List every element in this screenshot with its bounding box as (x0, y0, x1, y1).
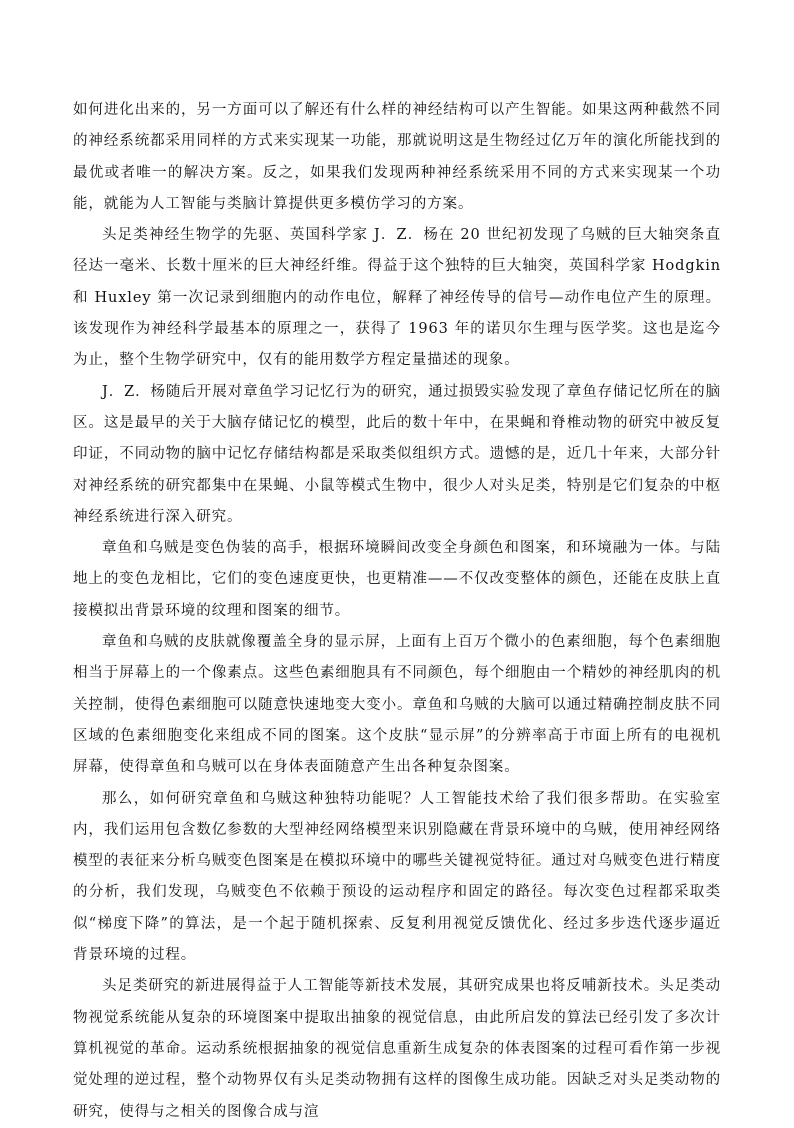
paragraph-6: 那么，如何研究章鱼和乌贼这种独特功能呢？人工智能技术给了我们很多帮助。在实验室内，我们运用包含数亿参数的大型神经网络模型来识别隐藏在背景环境中的乌贼，使用神经网络模型的表征来分析乌贼变色图案是在模拟环境中的哪些关键视觉特征。通过对乌贼变色进行精度的分析，我们发现，乌贼变色不依赖于预设的运动程序和固定的路径。每次变色过程都采取类似“梯度下降”的算法，是一个起于随机探索、反复利用视觉反馈优化、经过多步迭代逐步逼近背景环境的过程。 (73, 790, 721, 964)
paragraph-3: J．Z．杨随后开展对章鱼学习记忆行为的研究，通过损毁实验发现了章鱼存储记忆所在的脑区。这是最早的关于大脑存储记忆的模型，此后的数十年中，在果蝇和脊椎动物的研究中被反复印证，不同动物的脑中记忆存储结构都是采取类似组织方式。遗憾的是，近几十年来，大部分针对神经系统的研究都集中在果蝇、小鼠等模式生物中，很少人对头足类，特别是它们复杂的中枢神经系统进行深入研究。 (73, 383, 721, 525)
document-body (73, 95, 721, 1128)
paragraph-4: 章鱼和乌贼是变色伪装的高手，根据环境瞬间改变全身颜色和图案，和环境融为一体。与陆地上的变色龙相比，它们的变色速度更快，也更精准——不仅改变整体的颜色，还能在皮肤上直接模拟出背景环境的纹理和图案的细节。 (73, 540, 721, 619)
paragraph-7: 头足类研究的新进展得益于人工智能等新技术发展，其研究成果也将反哺新技术。头足类动物视觉系统能从复杂的环境图案中提取出抽象的视觉信息，由此所启发的算法已经引发了多次计算机视觉的革命。运动系统根据抽象的视觉信息重新生成复杂的体表图案的过程可看作第一步视觉处理的逆过程，整个动物界仅有头足类动物拥有这样的图像生成功能。因缺乏对头足类动物的研究，使得与之相关的图像合成与渲 (73, 978, 721, 1120)
paragraph-2: 头足类神经生物学的先驱、英国科学家 J．Z．杨在 20 世纪初发现了乌贼的巨大轴突条直径达一毫米、长数十厘米的巨大神经纤维。得益于这个独特的巨大轴突，英国科学家 Hodgkin 和 Huxley 第一次记录到细胞内的动作电位，解释了神经传导的信号—动作电位产生的原理。该发现作为神经科学最基本的原理之一，获得了 1963 年的诺贝尔生理与医学奖。这也是迄今为止，整个生物学研究中，仅有的能用数学方程定量描述的现象。 (73, 227, 721, 369)
paragraph-1: 如何进化出来的，另一方面可以了解还有什么样的神经结构可以产生智能。如果这两种截然不同的神经系统都采用同样的方式来实现某一功能，那就说明这是生物经过亿万年的演化所能找到的最优或者唯一的解决方案。反之，如果我们发现两种神经系统采用不同的方式来实现某一个功能，就能为人工智能与类脑计算提供更多模仿学习的方案。 (73, 102, 721, 212)
paragraph-5: 章鱼和乌贼的皮肤就像覆盖全身的显示屏，上面有上百万个微小的色素细胞，每个色素细胞相当于屏幕上的一个像素点。这些色素细胞具有不同颜色，每个细胞由一个精妙的神经肌肉的机关控制，使得色素细胞可以随意快速地变大变小。章鱼和乌贼的大脑可以通过精确控制皮肤不同区域的色素细胞变化来组成不同的图案。这个皮肤“显示屏”的分辨率高于市面上所有的电视机屏幕，使得章鱼和乌贼可以在身体表面随意产生出各种复杂图案。 (73, 634, 721, 776)
